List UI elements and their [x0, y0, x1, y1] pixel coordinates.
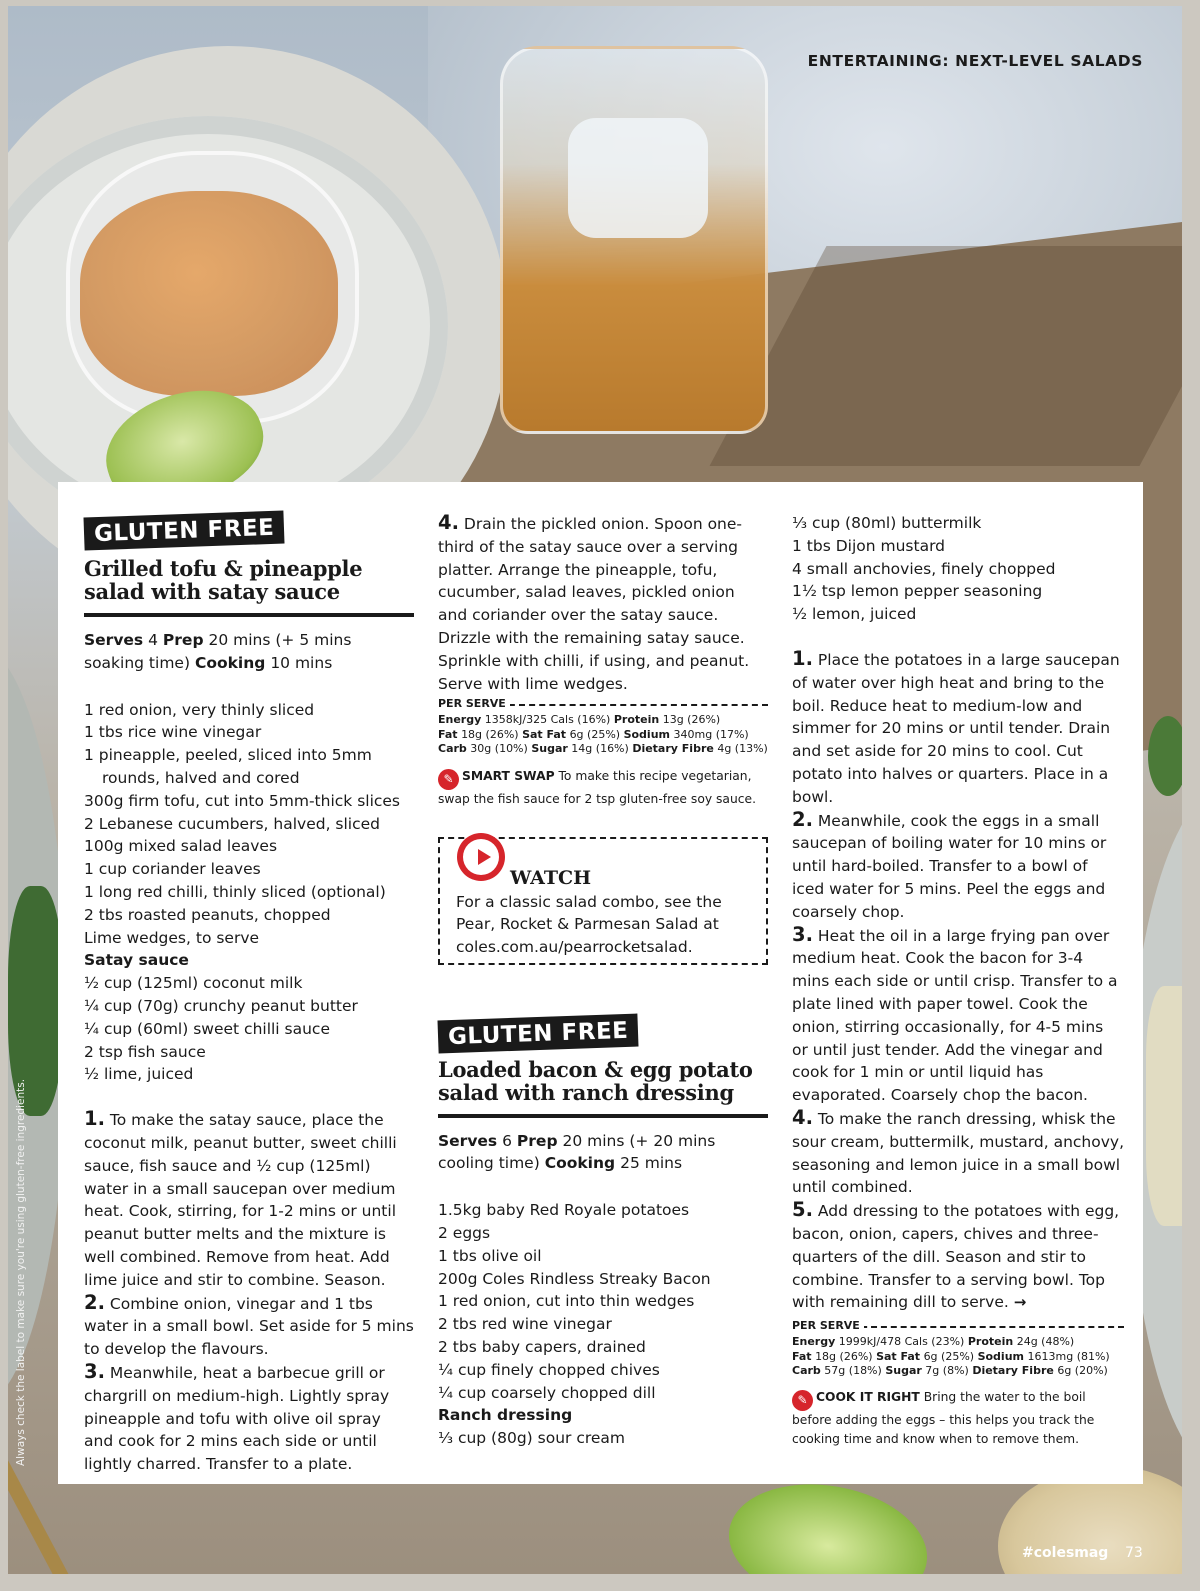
sodium-label: Sodium	[623, 727, 670, 741]
watch-title: WATCH	[510, 866, 592, 889]
tip-text: To make this recipe vegetarian, swap the fish sauce for 2 tsp gluten-free soy sauce.	[438, 768, 756, 806]
energy-value: 1358kJ/325 Cals (16%)	[484, 713, 611, 727]
sugar-label: Sugar	[531, 742, 568, 756]
fibre-label: Dietary Fibre	[972, 1363, 1054, 1377]
ingredient: ¼ cup coarsely chopped dill	[438, 1383, 656, 1402]
step-number: 1.	[792, 646, 813, 670]
prep-label: Prep	[516, 1131, 558, 1150]
ingredient: 2 tsp fish sauce	[84, 1042, 206, 1061]
method	[84, 1108, 414, 1476]
fat-value: 18g (26%)	[815, 1349, 873, 1363]
recipe-title-line-1: Grilled tofu & pineapple	[84, 556, 363, 581]
method-step	[84, 1292, 414, 1361]
sugar-value: 7g (8%)	[925, 1363, 969, 1377]
ingredient: 2 tbs roasted peanuts, chopped	[84, 905, 331, 924]
step-number: 4.	[792, 1105, 813, 1129]
method-step	[792, 809, 1124, 924]
column-3	[792, 512, 1124, 1449]
method-step	[792, 924, 1124, 1107]
satay-sauce	[80, 191, 338, 396]
ingredient: 1 tbs Dijon mustard	[792, 536, 946, 555]
step-number: 2.	[792, 807, 813, 831]
ingredient: 4 small anchovies, finely chopped	[792, 559, 1056, 578]
ingredient: ½ lime, juiced	[84, 1065, 194, 1084]
sat-fat-label: Sat Fat	[522, 727, 567, 741]
recipe-title-line-1: Loaded bacon & egg potato	[438, 1056, 753, 1082]
ingredient: 2 tbs red wine vinegar	[438, 1315, 612, 1334]
method-step	[792, 1199, 1124, 1314]
method-step	[84, 1108, 414, 1291]
step-text: Combine onion, vinegar and 1 tbs water in a small bowl. Set aside for 5 mins to develop the flavours.	[84, 1294, 414, 1359]
step-number: 1.	[84, 1107, 105, 1131]
carb-value: 30g (10%)	[470, 742, 528, 756]
sodium-value: 340mg (17%)	[673, 727, 749, 741]
herb-sprig	[1148, 716, 1182, 796]
ingredient: 2 tbs baby capers, drained	[438, 1337, 646, 1356]
section-title: ENTERTAINING: NEXT-LEVEL SALADS	[807, 52, 1143, 70]
ingredient: 300g firm tofu, cut into 5mm-thick slices	[84, 791, 401, 810]
method-step	[84, 1361, 414, 1476]
ingredient: 1 red onion, very thinly sliced	[84, 700, 315, 719]
cook-it-right-tip	[792, 1388, 1124, 1449]
serves-label: Serves	[84, 631, 144, 649]
hashtag: #colesmag	[1022, 1545, 1109, 1561]
protein-value: 24g (48%)	[1016, 1335, 1075, 1349]
energy-value: 1999kJ/478 Cals (23%)	[838, 1335, 965, 1349]
tip-label: COOK IT RIGHT	[816, 1390, 920, 1405]
fat-label: Fat	[792, 1349, 812, 1363]
cooking-label: Cooking	[544, 1154, 616, 1173]
step-text: To make the satay sauce, place the coconut milk, peanut butter, sweet chilli sauce, fish sauce and ½ cup (125ml) water in a small saucepan over medium heat. Cook, stirring, for 1-2 mins or until peanut butter melts and the mixture is well combined. Remove from heat. Add lime juice and stir to combine. Season.	[84, 1111, 397, 1289]
ingredient: Lime wedges, to serve	[84, 928, 260, 947]
sat-fat-value: 6g (25%)	[569, 727, 621, 741]
ingredient: 200g Coles Rindless Streaky Bacon	[438, 1269, 711, 1288]
recipe-meta	[84, 629, 414, 675]
ingredient: 1 pineapple, peeled, sliced into 5mm rounds, halved and cored	[84, 746, 372, 787]
ingredient: ½ lemon, juiced	[792, 605, 917, 624]
recipe-title-line-2: salad with satay sauce	[84, 579, 340, 604]
protein-label: Protein	[613, 713, 660, 727]
step-number: 3.	[792, 922, 813, 946]
cooking-label: Cooking	[194, 653, 266, 672]
serves-label: Serves	[438, 1131, 498, 1150]
step-number: 3.	[84, 1359, 105, 1383]
recipe-title	[438, 1058, 768, 1104]
fibre-label: Dietary Fibre	[632, 742, 714, 756]
play-icon[interactable]	[457, 833, 505, 881]
protein-label: Protein	[967, 1335, 1014, 1349]
energy-label: Energy	[438, 713, 482, 727]
ranch-dressing-heading: Ranch dressing	[438, 1406, 573, 1425]
drinking-glass	[500, 46, 768, 434]
arrow-right-icon: →	[1013, 1293, 1027, 1312]
sodium-label: Sodium	[977, 1349, 1024, 1363]
prep-value: 20 mins (+ 20 mins	[562, 1131, 716, 1150]
cooking-value: 10 mins	[270, 653, 333, 672]
prep-note: soaking time)	[84, 653, 190, 672]
watch-box[interactable]	[438, 837, 768, 965]
recipe-title	[84, 557, 414, 603]
carb-label: Carb	[438, 742, 467, 756]
step-text: To make the ranch dressing, whisk the sour cream, buttermilk, mustard, anchovy, seasoning and lemon juice in a small bowl until combined.	[792, 1109, 1125, 1197]
swap-icon: ✎	[438, 769, 459, 790]
potato-salad	[1146, 986, 1182, 1226]
carb-label: Carb	[792, 1363, 821, 1377]
tip-label: SMART SWAP	[462, 768, 555, 783]
sat-fat-value: 6g (25%)	[923, 1349, 975, 1363]
ingredient: ¼ cup (70g) crunchy peanut butter	[84, 996, 358, 1015]
nutrition-info	[792, 1319, 1124, 1378]
ingredient: ¼ cup finely chopped chives	[438, 1360, 660, 1379]
watch-text: For a classic salad combo, see the Pear, Rocket & Parmesan Salad at coles.com.au/pearrocketsalad.	[456, 892, 722, 957]
ingredient-list	[84, 699, 414, 1087]
ingredient-list	[438, 1199, 768, 1450]
ingredient: ½ cup (125ml) coconut milk	[84, 974, 303, 993]
fat-value: 18g (26%)	[461, 727, 519, 741]
energy-label: Energy	[792, 1335, 836, 1349]
carb-value: 57g (18%)	[824, 1363, 882, 1377]
ingredient: 100g mixed salad leaves	[84, 837, 278, 856]
sat-fat-label: Sat Fat	[876, 1349, 921, 1363]
chef-icon: ✎	[792, 1390, 813, 1411]
ingredient: ¼ cup (60ml) sweet chilli sauce	[84, 1019, 330, 1038]
method-step	[792, 1107, 1124, 1199]
recipe-title-line-2: salad with ranch dressing	[438, 1079, 734, 1105]
column-1	[84, 482, 414, 1476]
step-text: Drain the pickled onion. Spoon one-third of the satay sauce over a serving platter. Arrange the pineapple, tofu, cucumber, salad leaves, pickled onion and coriander over the satay sauce. Drizzle with the remaining satay sauce. Sprinkle with chilli, if using, and peanut. Serve with lime wedges.	[438, 515, 750, 693]
step-text: Add dressing to the potatoes with egg, bacon, onion, capers, chives and three-quarters of the dill. Season and stir to combine. Transfer to a serving bowl. Top with remaining dill to serve.	[792, 1202, 1120, 1312]
ingredient: 1 cup coriander leaves	[84, 860, 261, 879]
smart-swap-tip	[438, 767, 768, 809]
fibre-value: 6g (20%)	[1057, 1363, 1108, 1377]
step-number: 4.	[438, 511, 459, 534]
column-2	[438, 512, 768, 1450]
prep-value: 20 mins (+ 5 mins	[208, 631, 352, 649]
fat-label: Fat	[438, 727, 458, 741]
fibre-value: 4g (13%)	[717, 742, 768, 756]
per-serve-label: PER SERVE	[438, 697, 510, 711]
method-step	[438, 512, 768, 695]
satay-sauce-heading: Satay sauce	[84, 951, 189, 970]
step-number: 2.	[84, 1290, 105, 1314]
gluten-free-badge: GLUTEN FREE	[83, 511, 284, 551]
tip-text: Bring the water to the boil before adding the eggs – this helps you track the cooking time and know when to remove them.	[792, 1390, 1095, 1447]
recipe-2-header	[438, 1017, 768, 1118]
lime-wedges	[719, 1470, 937, 1574]
prep-label: Prep	[162, 631, 204, 649]
ingredient: 1 tbs olive oil	[438, 1246, 542, 1265]
serves-value: 6	[502, 1131, 512, 1150]
ingredient: 1 long red chilli, thinly sliced (optional)	[84, 882, 386, 901]
prep-note: cooling time)	[438, 1154, 540, 1173]
step-text: Meanwhile, heat a barbecue grill or chargrill on medium-high. Lightly spray pineapple and tofu with olive oil spray and cook for 2 mins each side or until lightly charred. Transfer to a plate.	[84, 1363, 390, 1474]
ingredient: ⅓ cup (80g) sour cream	[438, 1429, 626, 1448]
method-step	[792, 648, 1124, 809]
recipe-panel	[58, 482, 1143, 1484]
ingredient: ⅓ cup (80ml) buttermilk	[792, 514, 982, 532]
step-text: Heat the oil in a large frying pan over medium heat. Cook the bacon for 3-4 mins each side or until crisp. Transfer to a plate lined with paper towel. Cook the onion, stirring occasionally, for 4-5 mins or until just tender. Add the vinegar and cook for 1 min or until liquid has evaporated. Coarsely chop the bacon.	[792, 926, 1118, 1105]
step-text: Meanwhile, cook the eggs in a small saucepan of boiling water for 10 mins or until hard-boiled. Transfer to a bowl of iced water for 5 mins. Peel the eggs and coarsely chop.	[792, 811, 1107, 921]
sugar-label: Sugar	[885, 1363, 922, 1377]
per-serve-label: PER SERVE	[792, 1319, 864, 1333]
ingredient: 1½ tsp lemon pepper seasoning	[792, 582, 1043, 601]
ice-cube	[568, 118, 708, 238]
ingredient: 1 tbs rice wine vinegar	[84, 723, 262, 742]
title-rule	[438, 1114, 768, 1118]
sodium-value: 1613mg (81%)	[1027, 1349, 1110, 1363]
ingredient: 1 red onion, cut into thin wedges	[438, 1292, 695, 1311]
cooking-value: 25 mins	[620, 1154, 683, 1173]
ingredient: 2 Lebanese cucumbers, halved, sliced	[84, 814, 381, 833]
protein-value: 13g (26%)	[662, 713, 721, 727]
ingredient: 1.5kg baby Red Royale potatoes	[438, 1201, 690, 1220]
method	[792, 648, 1124, 1314]
ingredient: 2 eggs	[438, 1223, 491, 1242]
sugar-value: 14g (16%)	[571, 742, 629, 756]
title-rule	[84, 613, 414, 617]
step-number: 5.	[792, 1198, 813, 1222]
gluten-free-note: Always check the label to make sure you're using gluten-free ingredients.	[15, 1078, 27, 1466]
nutrition-info	[438, 697, 768, 756]
recipe-meta	[438, 1130, 768, 1176]
serves-value: 4	[148, 631, 158, 649]
page-number: 73	[1125, 1545, 1143, 1561]
step-text: Place the potatoes in a large saucepan of water over high heat and bring to the boil. Reduce heat to medium-low and simmer for 20 mins or until tender. Drain and set aside for 20 mins to cool. Cut potato into halves or quarters. Place in a bowl.	[792, 650, 1120, 806]
gluten-free-badge: GLUTEN FREE	[437, 1013, 638, 1053]
